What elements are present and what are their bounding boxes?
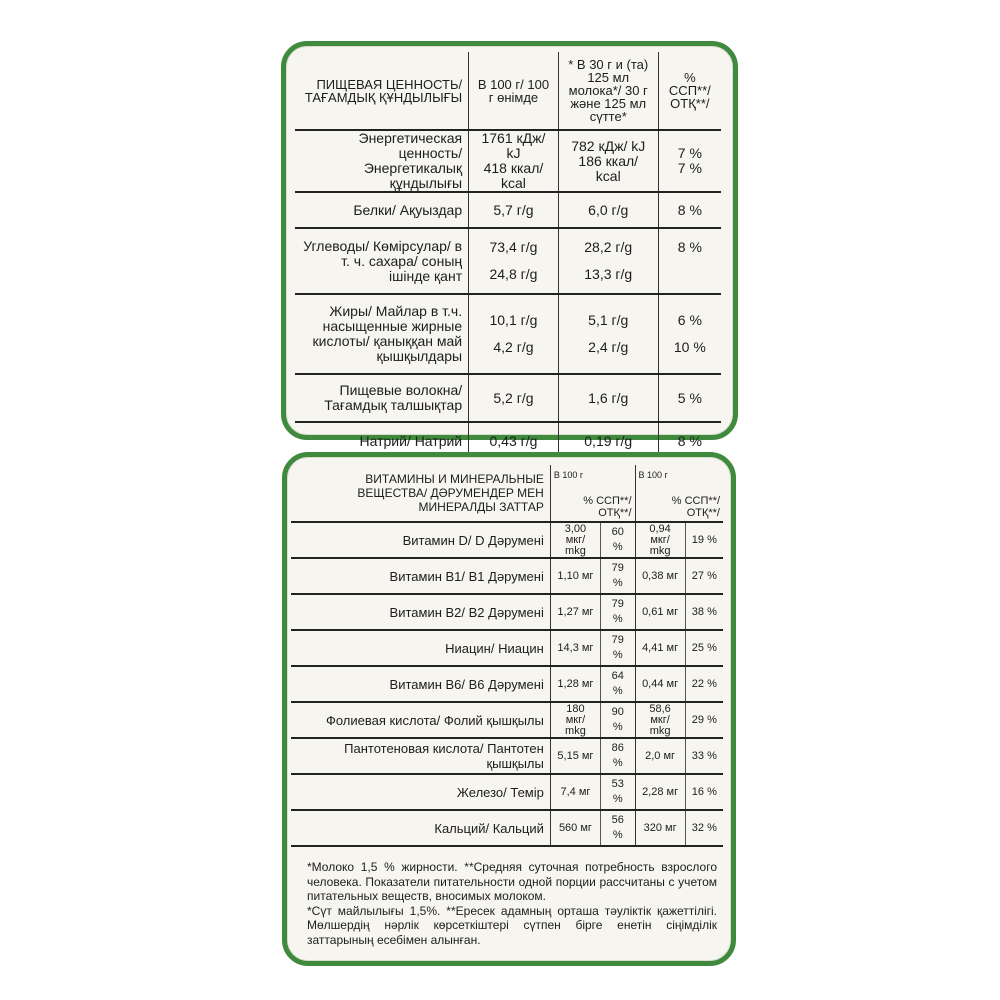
value-100g: 5,2 г/g <box>469 374 559 422</box>
value-serving: 320 мг <box>635 810 685 846</box>
value-100g: 4,2 г/g <box>493 339 534 355</box>
value-100g: 73,4 г/g <box>489 239 538 255</box>
footnote-kz: *Сүт майлылығы 1,5%. **Ересек адамның орташа тәуліктік қажеттілігі. Мөлшердің нәрлік көрсеткіштері сүтпен бірге енетін сіңімділік заттарының есебімен алынған. <box>307 903 717 947</box>
value-pct: 8 % <box>658 192 721 228</box>
value-pct: 86 % <box>601 738 636 774</box>
vitamin-name: Витамин D/ D Дәрумені <box>291 522 550 558</box>
value-serving: 0,19 г/g <box>558 422 658 460</box>
vitamin-name: Фолиевая кислота/ Фолий қышқылы <box>291 702 550 738</box>
table-row <box>295 294 721 374</box>
value-100g: 14,3 мг <box>550 630 600 666</box>
nutrient-name: Жиры/ Майлар в т.ч. насыщенные жирные кислоты/ қаныққан май қышқылдары <box>295 294 469 374</box>
vitamins-header-row <box>291 465 723 522</box>
value-pct: 5 % <box>658 374 721 422</box>
table-row <box>295 228 721 294</box>
vitamins-header-name: ВИТАМИНЫ И МИНЕРАЛЬНЫЕ ВЕЩЕСТВА/ ДӘРУМЕНДЕР МЕН МИНЕРАЛДЫ ЗАТТАР <box>291 465 550 522</box>
value-100g: 5,15 мг <box>550 738 600 774</box>
vitamin-name: Ниацин/ Ниацин <box>291 630 550 666</box>
table-row <box>295 374 721 422</box>
value-100g: 24,8 г/g <box>489 266 538 282</box>
value-serving: 58,6 мкг/ mkg <box>635 702 685 738</box>
vitamin-name: Витамин B6/ B6 Дәрумені <box>291 666 550 702</box>
value-pct: 10 % <box>673 339 706 355</box>
value-100g: 5,7 г/g <box>469 192 559 228</box>
value-100g: 180 мкг/ mkg <box>550 702 600 738</box>
vitamin-name: Кальций/ Кальций <box>291 810 550 846</box>
value-100g: 1,28 мг <box>550 666 600 702</box>
value-serving: 1,6 г/g <box>558 374 658 422</box>
value-pct: 8 % <box>677 239 702 255</box>
value-serving: 2,4 г/g <box>588 339 629 355</box>
value-serving: 13,3 г/g <box>584 266 633 282</box>
table-row <box>295 130 721 192</box>
value-pct: 53 % <box>601 774 636 810</box>
value-pct: 25 % <box>685 630 723 666</box>
footnote <box>307 860 717 947</box>
vitamin-name: Витамин B1/ B1 Дәрумені <box>291 558 550 594</box>
value-pct: 22 % <box>685 666 723 702</box>
value-serving: 782 кДж/ kJ <box>571 137 646 154</box>
table-row <box>295 192 721 228</box>
value-serving: 4,41 мг <box>635 630 685 666</box>
vitamins-panel <box>282 452 736 966</box>
value-pct: 27 % <box>685 558 723 594</box>
value-100g: 560 мг <box>550 810 600 846</box>
value-serving: 2,28 мг <box>635 774 685 810</box>
value-pct: 16 % <box>685 774 723 810</box>
nutrition-header-name: ПИЩЕВАЯ ЦЕННОСТЬ/ ТАҒАМДЫҚ ҚҰНДЫЛЫҒЫ <box>295 52 469 130</box>
value-serving: 0,61 мг <box>635 594 685 630</box>
value-pct: 8 % <box>677 433 702 449</box>
value-pct: 79 % <box>601 630 636 666</box>
value-pct: 19 % <box>685 522 723 558</box>
value-pct: 29 % <box>685 702 723 738</box>
table-row <box>291 738 723 774</box>
vitamins-header-col2: В 100 г <box>638 470 668 480</box>
value-pct: 79 % <box>601 594 636 630</box>
value-serving: 5,1 г/g <box>588 312 629 328</box>
value-100g: 3,00 мкг/ mkg <box>550 522 600 558</box>
vitamins-header-pct2: % ССП**/ ОТҚ**/ <box>671 495 720 519</box>
value-serving: 6,0 г/g <box>558 192 658 228</box>
value-pct: 33 % <box>685 738 723 774</box>
value-pct: 90 % <box>601 702 636 738</box>
table-row <box>291 774 723 810</box>
value-100g: 1761 кДж/ kJ <box>481 130 546 161</box>
nutrition-header-per100: В 100 г/ 100 г өнімде <box>469 52 559 130</box>
value-serving: 0,44 мг <box>635 666 685 702</box>
value-pct: 38 % <box>685 594 723 630</box>
value-serving: 0,38 мг <box>635 558 685 594</box>
value-100g: 7,4 мг <box>550 774 600 810</box>
value-pct: 79 % <box>601 558 636 594</box>
vitamin-name: Железо/ Темір <box>291 774 550 810</box>
value-pct: 56 % <box>601 810 636 846</box>
nutrition-header-row <box>295 52 721 130</box>
vitamin-name: Пантотеновая кислота/ Пантотен қышқылы <box>291 738 550 774</box>
vitamins-header-pct1: % ССП**/ ОТҚ**/ <box>583 495 632 519</box>
table-row <box>291 702 723 738</box>
nutrition-header-per30: * В 30 г и (та) 125 мл молока*/ 30 г және 125 мл сүтте* <box>558 52 658 130</box>
value-pct: 64 % <box>601 666 636 702</box>
nutrition-header-pct: % ССП**/ ОТҚ**/ <box>658 52 721 130</box>
vitamins-header-col1: В 100 г <box>553 470 584 480</box>
table-row <box>291 666 723 702</box>
table-row <box>291 630 723 666</box>
nutrition-panel <box>281 41 738 449</box>
value-serving: 186 ккал/ kcal <box>578 152 639 184</box>
value-serving: 0,94 мкг/ mkg <box>635 522 685 558</box>
footnote-ru: *Молоко 1,5 % жирности. **Средняя суточная потребность взрослого человека. Показатели питательности одной порции рассчитаны с учетом питательных веществ, вносимых молоком. <box>307 860 717 903</box>
value-100g: 0,43 г/g <box>469 422 559 460</box>
table-row <box>291 558 723 594</box>
value-100g: 418 ккал/ kcal <box>483 160 544 191</box>
value-100g: 1,10 мг <box>550 558 600 594</box>
nutrient-name: Энергетическая ценность/ Энергетикалық құндылығы <box>295 130 469 192</box>
value-pct: 32 % <box>685 810 723 846</box>
value-100g: 1,27 мг <box>550 594 600 630</box>
value-pct: 7 % <box>677 145 702 161</box>
table-row <box>291 522 723 558</box>
nutrient-name: Натрий/ Натрий <box>295 422 469 460</box>
value-pct: 7 % <box>677 160 702 176</box>
vitamin-name: Витамин B2/ B2 Дәрумені <box>291 594 550 630</box>
value-100g: 10,1 г/g <box>489 312 538 328</box>
nutrient-name: Пищевые волокна/ Тағамдық талшықтар <box>295 374 469 422</box>
value-serving: 2,0 мг <box>635 738 685 774</box>
value-pct: 60 % <box>601 522 636 558</box>
table-row <box>291 810 723 846</box>
nutrition-table <box>295 52 721 460</box>
nutrient-name: Белки/ Ақуыздар <box>295 192 469 228</box>
table-row <box>291 594 723 630</box>
nutrient-name: Углеводы/ Көмірсулар/ в т. ч. сахара/ соның ішінде қант <box>295 228 469 294</box>
value-pct: 6 % <box>677 312 702 328</box>
vitamins-table <box>291 465 723 847</box>
value-serving: 28,2 г/g <box>584 239 633 255</box>
